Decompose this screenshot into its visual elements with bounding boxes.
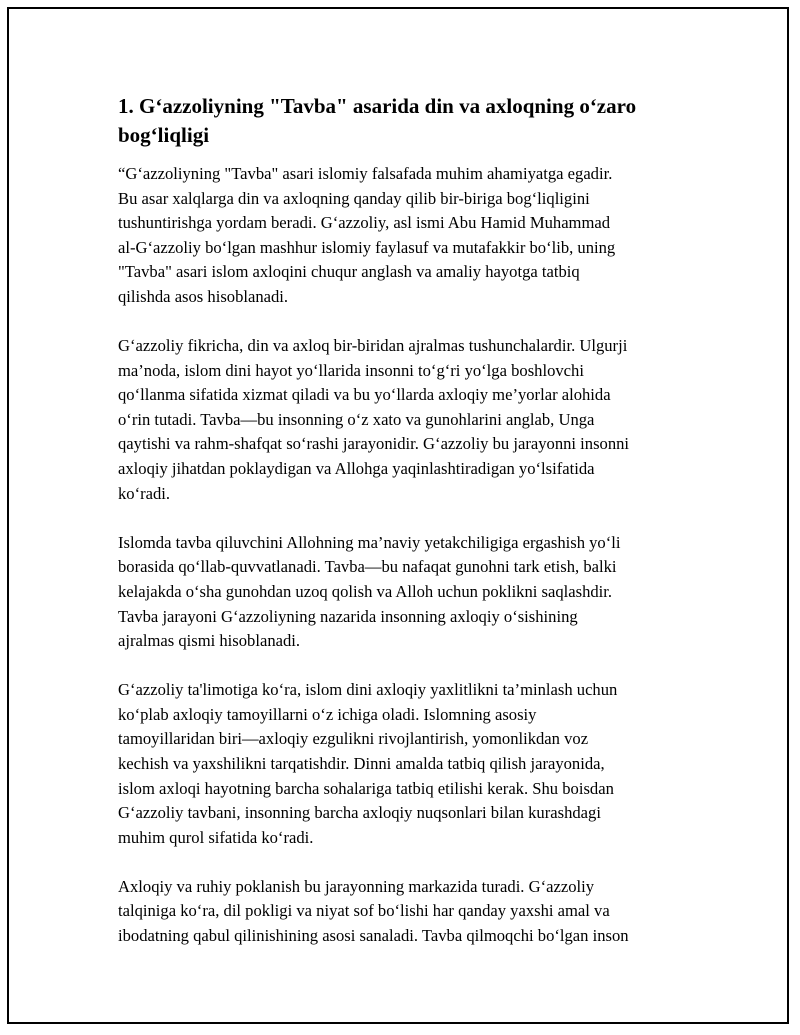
paragraph-line: tamoyillaridan biri—axloqiy ezgulikni rivojlantirish, yomonlikdan voz bbox=[118, 729, 589, 749]
paragraph bbox=[118, 334, 688, 506]
paragraph-line: o‘rin tutadi. Tavba—bu insonning o‘z xato va gunohlarini anglab, Unga bbox=[118, 409, 595, 429]
paragraph-line: islom axloqi hayotning barcha sohalariga tatbiq etilishi kerak. Shu boisdan bbox=[118, 778, 614, 798]
paragraph-line: ko‘radi. bbox=[118, 483, 171, 503]
paragraph-line: borasida qo‘llab-quvvatlanadi. Tavba—bu nafaqat gunohni tark etish, balki bbox=[118, 557, 617, 577]
paragraph-line: kelajakda o‘sha gunohdan uzoq qolish va Alloh uchun poklikni saqlashdir. bbox=[118, 581, 613, 601]
paragraph-line: Tavba jarayoni G‘azzoliyning nazarida insonning axloqiy o‘sishining bbox=[118, 606, 578, 626]
paragraph-line: ma’noda, islom dini hayot yo‘llarida insonni to‘g‘ri yo‘lga boshlovchi bbox=[118, 360, 584, 380]
paragraph-line: “G‘azzoliyning "Tavba" asari islomiy falsafada muhim ahamiyatga egadir. bbox=[118, 164, 613, 183]
paragraph-line: ko‘plab axloqiy tamoyillarni o‘z ichiga oladi. Islomning asosiy bbox=[118, 704, 537, 724]
document-body bbox=[118, 92, 688, 973]
paragraph-line: G‘azzoliy tavbani, insonning barcha axloqiy nuqsonlari bilan kurashdagi bbox=[118, 803, 601, 823]
paragraph bbox=[118, 531, 688, 654]
paragraph-line: talqiniga ko‘ra, dil pokligi va niyat sof bo‘lishi har qanday yaxshi amal va bbox=[118, 901, 610, 921]
paragraph-line: G‘azzoliy ta'limotiga ko‘ra, islom dini axloqiy yaxlitlikni ta’minlash uchun bbox=[118, 680, 618, 700]
section-heading bbox=[118, 92, 688, 150]
paragraph-line: tushuntirishga yordam beradi. G‘azzoliy, asl ismi Abu Hamid Muhammad bbox=[118, 213, 611, 233]
paragraph-line: qilishda asos hisoblanadi. bbox=[118, 286, 289, 306]
paragraph-line: muhim qurol sifatida ko‘radi. bbox=[118, 827, 314, 847]
paragraph-line: al-G‘azzoliy bo‘lgan mashhur islomiy faylasuf va mutafakkir bo‘lib, uning bbox=[118, 237, 616, 257]
paragraph bbox=[118, 162, 688, 310]
paragraph-line: Bu asar xalqlarga din va axloqning qanday qilib bir-biriga bog‘liqligini bbox=[118, 188, 590, 208]
paragraph-line: axloqiy jihatdan poklaydigan va Allohga yaqinlashtiradigan yo‘lsifatida bbox=[118, 459, 595, 479]
paragraph-line: "Tavba" asari islom axloqini chuqur anglash va amaliy hayotga tatbiq bbox=[118, 262, 580, 282]
paragraph-line: kechish va yaxshilikni tarqatishdir. Dinni amalda tatbiq qilish jarayonida, bbox=[118, 753, 605, 773]
paragraph-line: G‘azzoliy fikricha, din va axloq bir-biridan ajralmas tushunchalardir. Ulgurji bbox=[118, 336, 628, 356]
paragraph-line: ibodatning qabul qilinishining asosi sanaladi. Tavba qilmoqchi bo‘lgan inson bbox=[118, 926, 629, 946]
paragraph-line: ajralmas qismi hisoblanadi. bbox=[118, 631, 301, 651]
paragraph-line: qo‘llanma sifatida xizmat qiladi va bu yo‘llarda axloqiy me’yorlar alohida bbox=[118, 385, 611, 405]
paragraph-line: qaytishi va rahm-shafqat so‘rashi jarayonidir. G‘azzoliy bu jarayonni insonni bbox=[118, 434, 630, 454]
heading-line: bog‘liqligi bbox=[118, 123, 210, 147]
paragraph bbox=[118, 875, 688, 949]
paragraph bbox=[118, 678, 688, 850]
heading-line: 1. G‘azzoliyning "Tavba" asarida din va axloqning o‘zaro bbox=[118, 94, 637, 118]
paragraph-line: Islomda tavba qiluvchini Allohning ma’naviy yetakchiligiga ergashish yo‘li bbox=[118, 532, 621, 552]
paragraph-line: Axloqiy va ruhiy poklanish bu jarayonning markazida turadi. G‘azzoliy bbox=[118, 876, 595, 896]
